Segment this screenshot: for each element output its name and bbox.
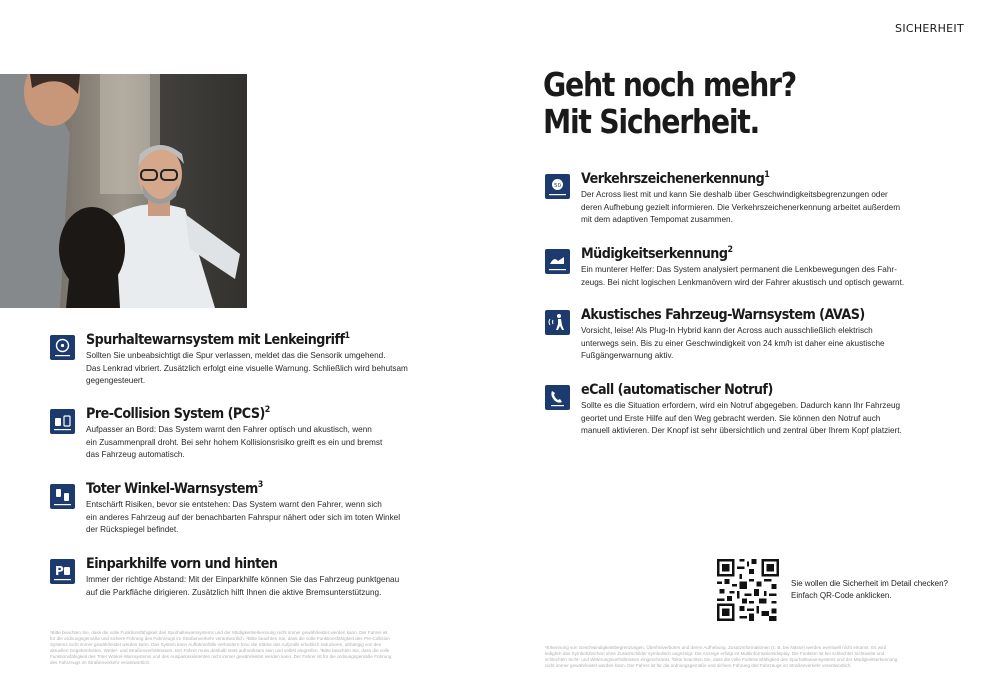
qr-code[interactable] (717, 559, 779, 621)
pre-collision-icon (50, 409, 75, 434)
feature-lane-assist (50, 331, 430, 391)
feature-fatigue-detection (545, 245, 925, 295)
fatigue-detection-icon (545, 249, 570, 274)
feature-description: Sollte es die Situation erfordern, wird ein Notruf abgegeben. Dadurch kann Ihr Fahrzeug geortet und Erste Hilfe auf den Weg gebracht werden. Sie können den Notruf auch manuell aktivieren. Der Knopf ist sehr übersichtlich und zentral über Ihrem Kopf platziert. (581, 401, 902, 436)
feature-ecall (545, 381, 925, 441)
feature-description: Sollten Sie unbeabsichtigt die Spur verlassen, meldet das die Sensorik umgehend. Das Lenkrad vibriert. Zusätzlich erfolgt eine visuelle Warnung. Schließlich wird behutsam gegengesteuert. (86, 351, 408, 386)
svg-text:P: P (55, 564, 64, 578)
feature-description: Immer der richtige Abstand: Mit der Einparkhilfe können Sie das Fahrzeug punktgenau auf die Parkfläche dirigieren. Zusätzlich hilft Ihnen die aktive Bremsunterstützung. (86, 575, 400, 597)
traffic-sign-icon (545, 174, 570, 199)
feature-description: Vorsicht, leise! Als Plug-In Hybrid kann der Across auch ausschließlich elektrisch unterwegs sein. Bis zu einer Geschwindigkeit von 24 km/h ist daher eine akustische Fußgängerwarnung aktiv. (581, 326, 885, 361)
feature-title: Akustisches Fahrzeug-Warnsystem (AVAS) (581, 306, 865, 323)
section-label: SICHERHEIT (895, 22, 964, 35)
feature-title: Pre-Collision System (PCS)$^2$ (86, 405, 270, 422)
feature-title: Einparkhilfe vorn und hinten (86, 555, 278, 572)
svg-text:50: 50 (554, 183, 561, 189)
headline-line-2: Mit Sicherheit. (543, 102, 760, 141)
qr-caption: Sie wollen die Sicherheit im Detail checken? Einfach QR-Code anklicken. (791, 579, 948, 600)
feature-title: Verkehrszeichenerkennung$^1$ (581, 170, 770, 187)
feature-description: Der Across liest mit und kann Sie deshalb über Geschwindigkeitsbegrenzungen oder deren Aufhebung gezielt informieren. Die Verkehrszeichenerkennung arbeitet außerdem mit dem adaptiven Tempomat zusammen. (581, 190, 901, 225)
hero-photo (0, 74, 247, 308)
headline-line-1: Geht noch mehr? (543, 65, 796, 104)
lane-assist-icon (50, 335, 75, 360)
feature-traffic-sign (545, 170, 925, 230)
feature-blind-spot (50, 480, 430, 540)
feature-avas (545, 306, 925, 366)
feature-title: Toter Winkel-Warnsystem$^3$ (86, 480, 263, 497)
blind-spot-icon (50, 484, 75, 509)
feature-title: Spurhaltewarnsystem mit Lenkeingriff$^1$ (86, 331, 350, 348)
footnotes-left: ¹Bitte beachten Sie, dass die volle Funktionsfähigkeit des Spurhaltewarnsystems und der Müdigkeitserkennung nicht immer gewährleistet werden kann. Der Fahrer ist für die ordnungsgemäße und sichere Führung des Fahrzeugs im Straßenverkehr verantwortlich. ²Bitte beachten Sie, dass die volle Funktionsfähigkeit des Pre-Collision Systems nicht immer gewährleistet werden kann. Das System kann Auffahrunfälle verhindern bzw. die Stärke des Aufpralls erheblich reduzieren, abhängig von den aktuellen Gegebenheiten, Wetter- und Straßenverhältnissen. Der Fahrer muss deshalb stets aufmerksam sein und selbst eingreifen. ³Bitte beachten Sie, dass die volle Funktionsfähigkeit des Toter Winkel-Warnsystems und des Ausparkassistenten nicht immer gewährleistet werden kann. Der Fahrer ist für die ordnungsgemäße Führung des Fahrzeugs im Straßenverkehr verantwortlich. (50, 630, 392, 665)
feature-description: Entschärft Risiken, bevor sie entstehen: Das System warnt den Fahrer, wenn sich ein anderes Fahrzeug auf der benachbarten Fahrspur nähert oder sich im toten Winkel der Rückspiegel befindet. (86, 500, 401, 535)
parking-assist-icon (50, 559, 75, 584)
feature-description: Aufpasser an Bord: Das System warnt den Fahrer optisch und akustisch, wenn ein Zusammenprall droht. Bei sehr hohem Kollisionsrisiko greift es ein und bremst das Fahrzeug automatisch. (86, 425, 383, 460)
feature-pre-collision (50, 405, 430, 465)
ecall-sos-icon (545, 385, 570, 410)
feature-title: Müdigkeitserkennung$^2$ (581, 245, 733, 262)
feature-description: Ein munterer Helfer: Das System analysiert permanent die Lenkbewegungen des Fahr- zeugs. Bei nicht logischen Lenkmanövern wird der Fahrer akustisch und optisch gewarnt. (581, 265, 905, 287)
feature-title: eCall (automatischer Notruf) (581, 381, 773, 398)
feature-parking-assist (50, 555, 430, 605)
pedestrian-warning-icon (545, 310, 570, 335)
footnotes-right: ¹Erkennung von Geschwindigkeitsbegrenzungen, Überholverboten und deren Aufhebung. Zusatzinformationen (z. B. bei Nässe) werden eventuell nicht erkannt. Es wird lediglich das Symbol/Zeichen ohne Zusatzschilder symbolisch angezeigt. Die Anzeige erfolgt im Multiinformationsdisplay. Die Funktion ist bei schlechter Sichtweite und schlechten Sicht- und Witterungsverhältnissen eingeschränkt. ²Bitte beachten Sie, dass die volle Funktionsfähigkeit des Spurhaltewarnsystems und der Müdigkeitserkennung nicht immer gewährleistet werden kann. Der Fahrer ist für die ordnungsgemäße und sichere Führung des Fahrzeugs im Straßenverkehr verantwortlich. (545, 645, 898, 668)
page-headline (543, 66, 853, 140)
